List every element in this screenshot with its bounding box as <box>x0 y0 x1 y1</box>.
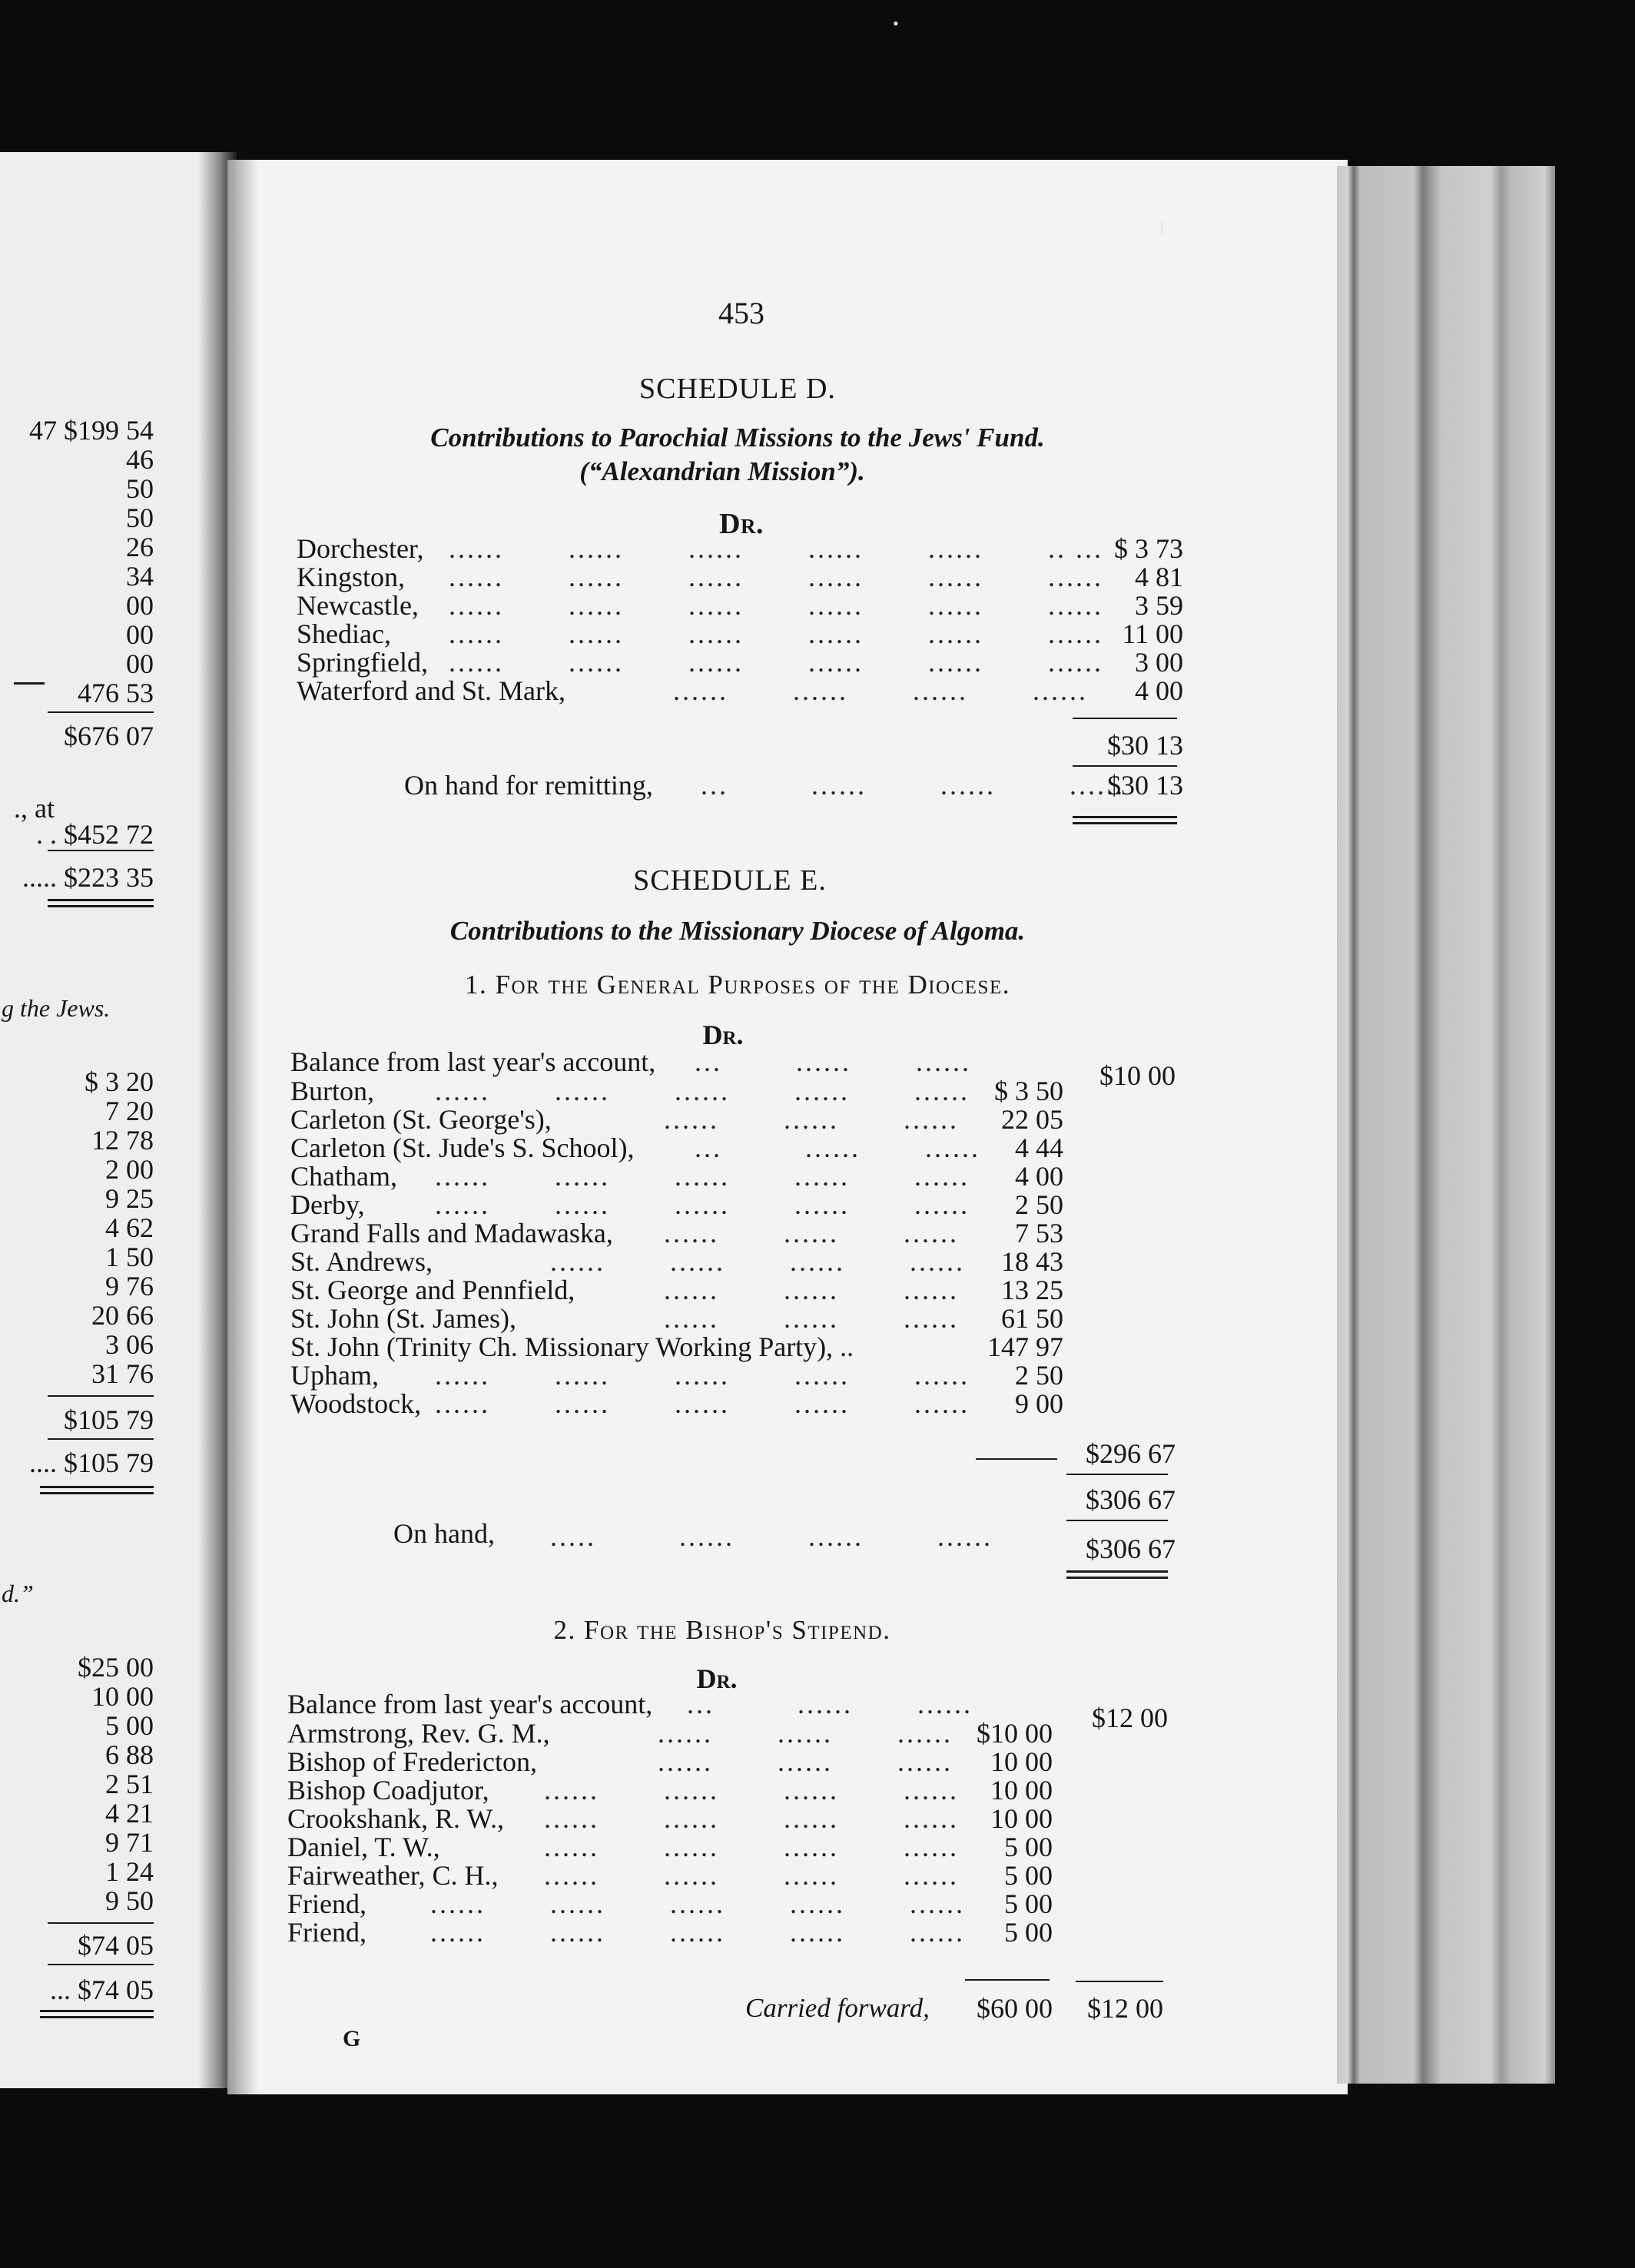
left-amount: 50 <box>126 502 154 533</box>
row-label: Dorchester, <box>297 533 424 564</box>
left-fragment: g the Jews. <box>2 994 111 1022</box>
dr-label: Dr. <box>719 508 764 540</box>
row-amount: 10 00 <box>990 1803 1053 1834</box>
rule <box>976 1458 1057 1460</box>
row-label: Derby, <box>290 1189 365 1220</box>
leader-dots: ...... ...... ...... ...... ...... <box>430 1917 965 1948</box>
left-amount: ... $74 05 <box>50 1975 154 2005</box>
row-label: Fairweather, C. H., <box>287 1860 499 1891</box>
row-amount: 7 53 <box>1015 1218 1063 1248</box>
carried-forward-label: Carried forward, <box>745 1993 930 2023</box>
left-amount: 4 21 <box>105 1798 154 1829</box>
leader-dots: ...... ...... ...... ...... ...... ...... <box>449 590 1103 621</box>
row-amount: 9 00 <box>1015 1388 1063 1419</box>
rule <box>1073 765 1177 767</box>
leader-dots: ...... ...... ...... ...... <box>550 1246 965 1277</box>
page-number: 453 <box>718 296 764 330</box>
rule <box>1073 718 1177 719</box>
row-amount: 3 59 <box>1135 590 1183 621</box>
schedule-e-subtitle: Contributions to the Missionary Diocese of Algoma. <box>449 916 1026 946</box>
rule <box>48 711 154 713</box>
row-label: Friend, <box>287 1917 366 1948</box>
leader-dots: ...... ...... ...... <box>658 1718 953 1749</box>
balance-amount: $12 00 <box>1092 1703 1168 1733</box>
row-amount: 147 97 <box>987 1331 1063 1362</box>
left-amount: 9 71 <box>105 1827 154 1858</box>
rule <box>48 1395 154 1397</box>
row-label: Burton, <box>290 1076 375 1106</box>
leader-dots: ...... ...... ...... ...... ...... <box>435 1161 970 1192</box>
leader-dots: ...... ...... ...... ...... ...... <box>435 1189 970 1220</box>
left-amount: 5 00 <box>105 1710 154 1741</box>
left-total: $676 07 <box>64 721 154 751</box>
leader-dots: ...... ...... ...... ...... ...... ...... <box>449 562 1103 592</box>
total-amount: $306 67 <box>1086 1484 1176 1515</box>
subtotal-amount: $296 67 <box>1086 1438 1176 1469</box>
left-amount: 10 00 <box>91 1681 154 1712</box>
film-speck: • <box>893 14 899 33</box>
left-amount: 00 <box>126 648 154 679</box>
row-label: Newcastle, <box>297 590 419 621</box>
left-amount: 9 25 <box>105 1183 154 1214</box>
left-amount: 9 50 <box>105 1885 154 1916</box>
leader-dots: ...... ...... ...... <box>664 1104 959 1135</box>
left-amount: 47 $199 54 <box>29 415 154 446</box>
row-amount: 4 81 <box>1135 562 1183 592</box>
row-label: Daniel, T. W., <box>287 1832 440 1862</box>
row-amount: 18 43 <box>1001 1246 1063 1277</box>
leader-dots: ...... ...... ...... <box>658 1746 953 1777</box>
left-amount: 31 76 <box>91 1358 154 1389</box>
leader-dots: ... ...... ...... ...... <box>701 770 1125 801</box>
film-speck: | <box>1160 217 1164 236</box>
rule <box>48 850 154 851</box>
row-label: St. John (Trinity Ch. Missionary Working Party), .. <box>290 1331 854 1362</box>
row-label: Armstrong, Rev. G. M., <box>287 1718 550 1749</box>
on-hand-amount: $30 13 <box>1107 770 1183 801</box>
rule <box>48 899 154 901</box>
row-label: Carleton (St. George's), <box>290 1104 552 1135</box>
on-hand-label: On hand for remitting, <box>404 770 653 801</box>
leader-dots: ...... ...... ...... ...... ...... <box>435 1388 970 1419</box>
rule <box>40 2010 154 2012</box>
row-label: Chatham, <box>290 1161 397 1192</box>
row-label: Springfield, <box>297 647 428 678</box>
left-amount: 6 88 <box>105 1739 154 1770</box>
on-hand-label: On hand, <box>393 1518 495 1549</box>
left-total: $105 79 <box>64 1404 154 1435</box>
rule <box>40 2016 154 2018</box>
signature-mark: G <box>343 2026 361 2051</box>
row-label: St. George and Pennfield, <box>290 1275 575 1305</box>
rule <box>1066 1474 1168 1475</box>
row-amount: 5 00 <box>1004 1832 1053 1862</box>
page-edges <box>1337 166 1555 2084</box>
row-amount: 2 50 <box>1015 1360 1063 1391</box>
left-amount: 00 <box>126 590 154 621</box>
row-label: Crookshank, R. W., <box>287 1803 505 1834</box>
left-amount: 7 20 <box>105 1096 154 1126</box>
row-label: Carleton (St. Jude's S. School), <box>290 1132 635 1163</box>
leader-dots: ... ...... ...... <box>695 1046 971 1077</box>
leader-dots: ...... ...... ...... ...... ...... <box>435 1076 970 1106</box>
left-total: $74 05 <box>78 1930 154 1961</box>
row-label: Shediac, <box>297 618 391 649</box>
leader-dots: ...... ...... ...... ...... <box>673 675 1088 706</box>
row-label: Friend, <box>287 1888 366 1919</box>
left-amount: 20 66 <box>91 1300 154 1331</box>
left-amount: $25 00 <box>78 1652 154 1683</box>
rule <box>48 1964 154 1965</box>
row-amount: 13 25 <box>1001 1275 1063 1305</box>
balance-label: Balance from last year's account, <box>287 1689 653 1719</box>
left-amount: 2 51 <box>105 1769 154 1799</box>
rule <box>40 1492 154 1494</box>
left-amount: 12 78 <box>91 1125 154 1156</box>
page-shadow <box>227 160 258 2094</box>
row-label: Grand Falls and Madawaska, <box>290 1218 613 1248</box>
row-amount: 4 44 <box>1015 1132 1063 1163</box>
leader-dots: ... ...... ...... <box>695 1132 980 1163</box>
left-amount: 2 00 <box>105 1154 154 1185</box>
left-amount: . . $452 72 <box>36 819 154 850</box>
section-heading: 1. For the General Purposes of the Diocese. <box>465 970 1010 1000</box>
left-amount: 34 <box>126 561 154 592</box>
left-amount: $ 3 20 <box>85 1066 154 1097</box>
leader-dots: ...... ...... ...... ...... ...... .. ... <box>449 533 1103 564</box>
leader-dots: ... ...... ...... <box>687 1689 973 1719</box>
left-amount: 9 76 <box>105 1271 154 1301</box>
row-label: Waterford and St. Mark, <box>297 675 565 706</box>
leader-dots: ...... ...... ...... ...... ...... <box>430 1888 965 1919</box>
left-sum: 476 53 <box>78 678 154 708</box>
rule <box>1066 1570 1168 1573</box>
rule <box>48 1438 154 1440</box>
row-amount: $ 3 73 <box>1114 533 1183 564</box>
leader-dots: ...... ...... ...... ...... ...... ...... <box>449 647 1103 678</box>
row-label: Bishop Coadjutor, <box>287 1775 489 1805</box>
left-fragment: d.” <box>2 1580 34 1607</box>
row-label: Upham, <box>290 1360 379 1391</box>
row-amount: 5 00 <box>1004 1917 1053 1948</box>
leader-dots: ..... ...... ...... ...... <box>550 1521 993 1552</box>
rule <box>48 905 154 907</box>
schedule-d-total: $30 13 <box>1107 730 1183 761</box>
leader-dots: ...... ...... ...... ...... ...... ...... <box>449 618 1103 649</box>
leader-dots: ...... ...... ...... <box>664 1275 959 1305</box>
left-fragment: ., at <box>14 793 55 824</box>
row-label: St. Andrews, <box>290 1246 433 1277</box>
row-amount: 11 00 <box>1122 618 1183 649</box>
dr-label: Dr. <box>696 1663 738 1694</box>
schedule-d-title: SCHEDULE D. <box>639 373 836 405</box>
left-amount: 1 50 <box>105 1242 154 1272</box>
rule <box>48 1922 154 1924</box>
row-label: Kingston, <box>297 562 406 592</box>
balance-amount: $10 00 <box>1099 1060 1176 1091</box>
left-amount: ..... $223 35 <box>22 862 154 893</box>
row-amount: 2 50 <box>1015 1189 1063 1220</box>
schedule-d-subtitle: Contributions to Parochial Missions to the Jews' Fund. <box>430 423 1045 453</box>
rule <box>40 1486 154 1488</box>
row-amount: 61 50 <box>1001 1303 1063 1334</box>
left-amount: 3 06 <box>105 1329 154 1360</box>
section-heading: 2. For the Bishop's Stipend. <box>553 1615 891 1645</box>
row-amount: 3 00 <box>1135 647 1183 678</box>
rule <box>1076 1981 1163 1982</box>
rule <box>1066 1577 1168 1579</box>
rule <box>965 1979 1050 1981</box>
schedule-e-title: SCHEDULE E. <box>633 864 827 897</box>
row-amount: 4 00 <box>1135 675 1183 706</box>
row-amount: 10 00 <box>990 1775 1053 1805</box>
carried-amount: $12 00 <box>1087 1993 1163 2024</box>
row-amount: 22 05 <box>1001 1104 1063 1135</box>
leader-dots: ...... ...... ...... ...... ...... <box>435 1360 970 1391</box>
leader-dots: ...... ...... ...... ...... <box>544 1860 959 1891</box>
schedule-d-subtitle: (“Alexandrian Mission”). <box>579 456 865 486</box>
on-hand-amount: $306 67 <box>1086 1534 1176 1564</box>
leader-dots: ...... ...... ...... ...... <box>544 1775 959 1805</box>
leader-dots: ...... ...... ...... <box>664 1218 959 1248</box>
row-amount: $ 3 50 <box>994 1076 1063 1106</box>
row-amount: 4 00 <box>1015 1161 1063 1192</box>
rule <box>1073 822 1177 824</box>
leader-dots: ...... ...... ...... ...... <box>544 1832 959 1862</box>
left-amount: .... $105 79 <box>29 1447 154 1478</box>
leader-dots: ...... ...... ...... <box>664 1303 959 1334</box>
left-amount: 00 <box>126 619 154 650</box>
carried-amount: $60 00 <box>977 1993 1053 2024</box>
row-label: St. John (St. James), <box>290 1303 517 1334</box>
leader-dots: ...... ...... ...... ...... <box>544 1803 959 1834</box>
left-amount: 26 <box>126 532 154 562</box>
left-amount: 4 62 <box>105 1212 154 1243</box>
row-amount: 5 00 <box>1004 1888 1053 1919</box>
row-label: Woodstock, <box>290 1388 422 1419</box>
left-amount: 46 <box>126 444 154 475</box>
row-label: Bishop of Fredericton, <box>287 1746 537 1777</box>
left-amount: 1 24 <box>105 1856 154 1887</box>
dr-label: Dr. <box>702 1020 744 1050</box>
row-amount: 5 00 <box>1004 1860 1053 1891</box>
left-amount: 50 <box>126 473 154 504</box>
balance-label: Balance from last year's account, <box>290 1046 656 1077</box>
row-amount: 10 00 <box>990 1746 1053 1777</box>
rule <box>1073 816 1177 818</box>
row-amount: $10 00 <box>977 1718 1053 1749</box>
rule <box>1066 1520 1168 1521</box>
